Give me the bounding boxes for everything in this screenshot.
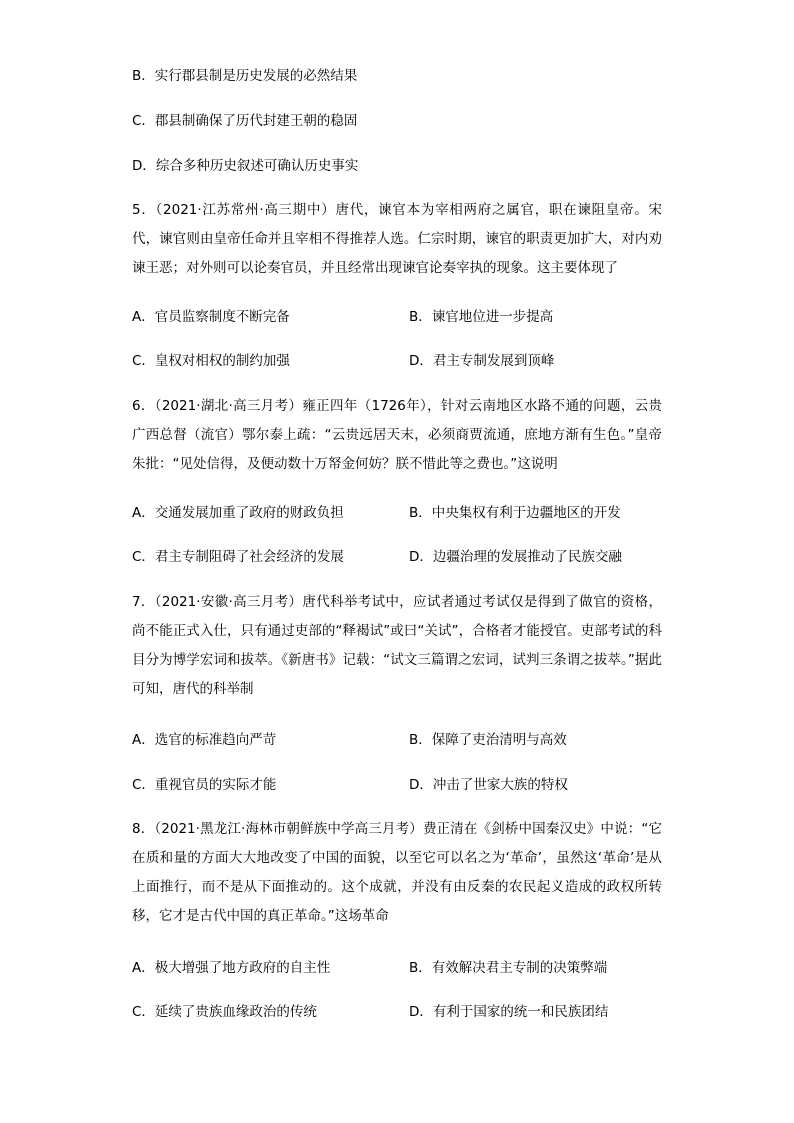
q5-option-b: B．谏官地位进一步提高	[409, 309, 554, 325]
q8-option-d: D．有利于国家的统一和民族团结	[409, 1004, 609, 1020]
q4-option-c: C．郡县制确保了历代封建王朝的稳固	[132, 113, 358, 129]
q8-option-c: C．延续了贵族血缘政治的传统	[132, 1004, 317, 1020]
q7-option-b: B．保障了吏治清明与高效	[409, 732, 567, 748]
q6-option-c: C．君主专制阻碍了社会经济的发展	[132, 549, 344, 565]
q5-option-a: A．官员监察制度不断完备	[132, 309, 290, 325]
q5-stem: 5．（2021·江苏常州·高三期中）唐代，谏官本为宰相两府之属官，职在谏阻皇帝。宋代，谏官则由皇帝任命并且宰相不得推荐人选。仁宗时期，谏官的职责更加扩大，对内劝谏王恶；对外则可以论奏官员，并且经常出现谏官论奏宰执的现象。这主要体现了	[132, 202, 662, 276]
q7-stem: 7．（2021·安徽·高三月考）唐代科举考试中，应试者通过考试仅是得到了做官的资格，尚不能正式入仕，只有通过吏部的“释褐试”或曰“关试”，合格者才能授官。吏部考试的科目分为博学宏词和拔萃。《新唐书》记载：“试文三篇谓之宏词，试判三条谓之拔萃。”据此可知，唐代的科举制	[132, 594, 662, 697]
q6-option-d: D．边疆治理的发展推动了民族交融	[409, 549, 622, 565]
q7-option-a: A．选官的标准趋向严苛	[132, 732, 277, 748]
q4-option-b: B．实行郡县制是历史发展的必然结果	[132, 68, 358, 84]
q8-option-a: A．极大增强了地方政府的自主性	[132, 960, 331, 976]
q6-stem: 6．（2021·湖北·高三月考）雍正四年（1726年），针对云南地区水路不通的问题，云贵广西总督（流官）鄂尔泰上疏：“云贵远居天末，必须商贾流通，庶地方渐有生色。”皇帝朱批：“见处信得，及便动数十万帑金何妨？朕不惜此等之费也。”这说明	[132, 398, 662, 472]
q4-option-d: D．综合多种历史叙述可确认历史事实	[132, 158, 359, 174]
q5-option-c: C．皇权对相权的制约加强	[132, 353, 290, 369]
q8-option-b: B．有效解决君主专制的决策弊端	[409, 960, 608, 976]
q7-option-d: D．冲击了世家大族的特权	[409, 777, 568, 793]
q8-stem: 8．（2021·黑龙江·海林市朝鲜族中学高三月考）费正清在《剑桥中国秦汉史》中说：“它在质和量的方面大大地改变了中国的面貌，以至它可以名之为‘革命’，虽然这‘革命’是从上面推行，而不是从下面推动的。这个成就，并没有由反秦的农民起义造成的政权所转移，它才是古代中国的真正革命。”这场革命	[132, 821, 662, 924]
q5-option-d: D．君主专制发展到顶峰	[409, 353, 555, 369]
q7-option-c: C．重视官员的实际才能	[132, 777, 277, 793]
q6-option-a: A．交通发展加重了政府的财政负担	[132, 505, 344, 521]
q6-option-b: B．中央集权有利于边疆地区的开发	[409, 505, 621, 521]
